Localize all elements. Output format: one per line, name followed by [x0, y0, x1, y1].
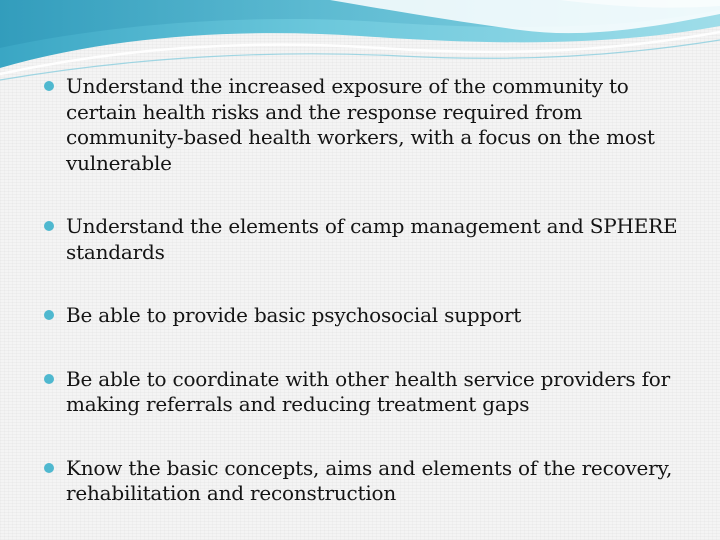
list-item	[44, 456, 694, 507]
bullet-icon	[44, 310, 54, 320]
list-item-text: Be able to coordinate with other health service providers for making referrals and reducing treatment gaps	[66, 366, 671, 416]
list-item	[44, 74, 694, 176]
list-item-text: Be able to provide basic psychosocial support	[66, 303, 522, 327]
bullet-icon	[44, 81, 54, 91]
list-item-text: Understand the increased exposure of the community to certain health risks and the response required from community-based health workers, with a focus on the most vulnerable	[66, 74, 655, 175]
list-item	[44, 214, 694, 265]
list-item-text: Know the basic concepts, aims and elements of the recovery, rehabilitation and reconstruction	[66, 455, 673, 505]
objectives-list	[44, 74, 694, 507]
bullet-icon	[44, 463, 54, 473]
slide-content	[44, 74, 694, 507]
list-item	[44, 303, 694, 329]
bullet-icon	[44, 221, 54, 231]
list-item-text: Understand the elements of camp management and SPHERE standards	[66, 214, 678, 264]
bullet-icon	[44, 374, 54, 384]
list-item	[44, 367, 694, 418]
